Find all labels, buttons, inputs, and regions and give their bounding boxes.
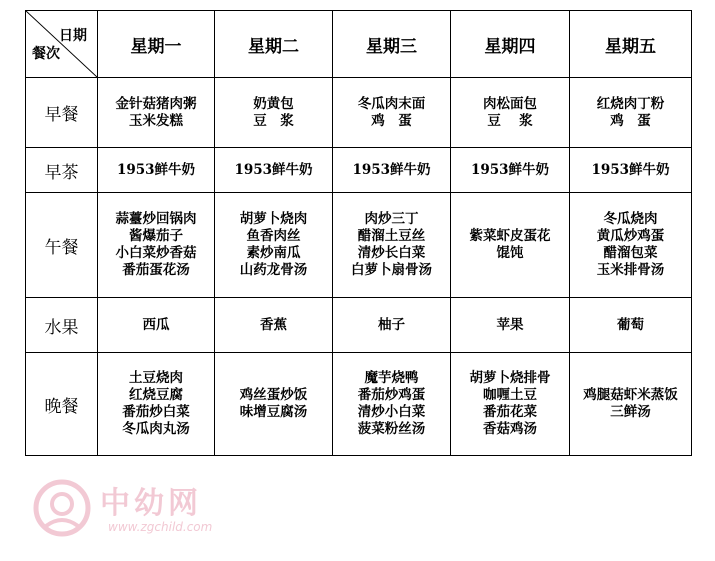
corner-meal-label: 餐次 <box>32 46 60 62</box>
dish-item: 金针菇猪肉粥 <box>115 95 197 112</box>
meal-label: 早餐 <box>26 78 98 148</box>
menu-cell <box>215 353 333 456</box>
dish-item: 番茄炒白菜 <box>122 404 190 420</box>
dish-item: 1953鲜牛奶 <box>234 161 313 178</box>
dish-item: 番茄炒鸡蛋 <box>357 387 426 403</box>
dish-item: 土豆烧肉 <box>129 370 183 386</box>
dish-item: 咖喱土豆 <box>483 387 537 403</box>
menu-cell <box>98 78 215 148</box>
dish-item: 1953鲜牛奶 <box>116 161 196 178</box>
menu-cell <box>570 353 692 456</box>
dish-item: 1953鲜牛奶 <box>470 161 550 178</box>
dish-item: 魔芋烧鸭 <box>364 370 419 386</box>
menu-cell <box>451 148 570 193</box>
dish-item: 肉炒三丁 <box>364 211 419 227</box>
dish-item: 香蕉 <box>260 316 287 333</box>
dish-item: 红烧豆腐 <box>129 387 183 403</box>
dish-item: 鸡 蛋 <box>371 112 412 129</box>
dish-item: 蒜薹炒回锅肉 <box>115 211 197 227</box>
dish-item: 鸡 蛋 <box>610 112 651 129</box>
dish-item: 柚子 <box>378 316 405 333</box>
dish-item: 鸡腿菇虾米蒸饭 <box>583 387 678 403</box>
dish-item: 红烧肉丁粉 <box>596 95 665 112</box>
menu-cell <box>98 193 215 298</box>
dish-item: 清炒长白菜 <box>357 245 426 261</box>
meal-label: 水果 <box>26 298 98 353</box>
meal-row <box>26 298 692 353</box>
watermark-title: 中幼网 <box>100 486 202 521</box>
menu-cell <box>570 78 692 148</box>
menu-cell <box>215 298 333 353</box>
dish-item: 黄瓜炒鸡蛋 <box>596 228 665 244</box>
menu-body <box>26 78 692 456</box>
dish-item: 胡萝卜烧排骨 <box>469 370 551 386</box>
meal-row <box>26 78 692 148</box>
menu-cell <box>98 353 215 456</box>
menu-cell <box>570 193 692 298</box>
dish-item: 番茄花菜 <box>483 404 537 420</box>
menu-cell <box>333 148 451 193</box>
dish-item: 馄饨 <box>496 245 524 261</box>
dish-item: 三鲜汤 <box>610 404 651 420</box>
dish-item: 葡萄 <box>617 316 644 333</box>
dish-item: 西瓜 <box>142 316 170 333</box>
dish-item: 小白菜炒香菇 <box>115 245 197 261</box>
site-watermark <box>28 474 248 544</box>
meal-row <box>26 193 692 298</box>
meal-row <box>26 353 692 456</box>
menu-cell <box>451 78 570 148</box>
day-header-mon: 星期一 <box>98 11 215 78</box>
dish-item: 酱爆茄子 <box>129 228 183 244</box>
menu-cell <box>333 78 451 148</box>
dish-item: 紫菜虾皮蛋花 <box>469 228 551 244</box>
dish-item: 1953鲜牛奶 <box>352 161 431 178</box>
dish-item: 鸡丝蛋炒饭 <box>239 387 308 403</box>
dish-item: 胡萝卜烧肉 <box>239 211 308 227</box>
menu-cell <box>333 193 451 298</box>
meal-row <box>26 148 692 193</box>
day-header-thu: 星期四 <box>451 11 570 78</box>
dish-item: 清炒小白菜 <box>357 404 426 420</box>
meal-label: 午餐 <box>26 193 98 298</box>
dish-item: 菠菜粉丝汤 <box>357 421 426 437</box>
corner-date-label: 日期 <box>59 28 87 44</box>
menu-cell <box>215 193 333 298</box>
dish-item: 肉松面包 <box>483 95 537 112</box>
weekly-menu-table <box>25 10 692 456</box>
dish-item: 玉米发糕 <box>129 112 183 129</box>
dish-item: 山药龙骨汤 <box>239 262 308 278</box>
dish-item: 冬瓜肉丸汤 <box>122 421 190 437</box>
watermark-url: www.zgchild.com <box>108 520 213 534</box>
menu-cell <box>333 298 451 353</box>
dish-item: 冬瓜肉末面 <box>357 95 426 112</box>
day-header-fri: 星期五 <box>570 11 692 78</box>
dish-item: 香菇鸡汤 <box>483 421 537 437</box>
dish-item: 番茄蛋花汤 <box>122 262 190 278</box>
menu-cell <box>98 298 215 353</box>
dish-item: 素炒南瓜 <box>246 245 301 261</box>
dish-item: 苹果 <box>496 316 524 333</box>
day-header-tue: 星期二 <box>215 11 333 78</box>
header-row <box>26 11 692 78</box>
meal-label: 晚餐 <box>26 353 98 456</box>
meal-label: 早茶 <box>26 148 98 193</box>
corner-cell <box>26 11 98 78</box>
menu-cell <box>570 148 692 193</box>
menu-cell <box>333 353 451 456</box>
dish-item: 醋溜包菜 <box>603 245 658 261</box>
dish-item: 冬瓜烧肉 <box>603 211 658 227</box>
dish-item: 鱼香肉丝 <box>246 228 301 244</box>
dish-item: 豆 浆 <box>253 112 294 129</box>
menu-cell <box>98 148 215 193</box>
menu-cell <box>570 298 692 353</box>
dish-item: 醋溜土豆丝 <box>357 228 426 244</box>
dish-item: 味增豆腐汤 <box>239 404 308 420</box>
menu-cell <box>215 148 333 193</box>
dish-item: 1953鲜牛奶 <box>591 161 670 178</box>
dish-item: 玉米排骨汤 <box>596 262 665 278</box>
site-logo-icon <box>28 474 98 544</box>
menu-cell <box>451 193 570 298</box>
dish-item: 白萝卜扇骨汤 <box>351 262 432 278</box>
day-header-wed: 星期三 <box>333 11 451 78</box>
menu-cell <box>451 298 570 353</box>
dish-item: 奶黄包 <box>253 95 294 112</box>
menu-cell <box>451 353 570 456</box>
dish-item: 豆 浆 <box>487 112 533 129</box>
menu-cell <box>215 78 333 148</box>
